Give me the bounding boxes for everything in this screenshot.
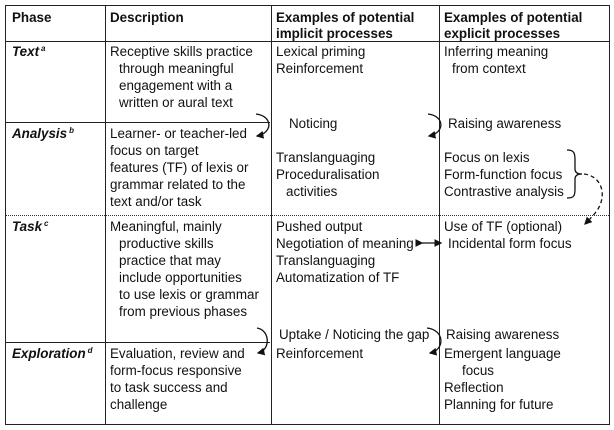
task-explicit-item: Incidental form focus <box>448 236 572 251</box>
task-description-line: include opportunities <box>119 270 242 285</box>
header-implicit-line2: implicit processes <box>276 26 393 41</box>
explicit-brace <box>567 150 582 198</box>
header-explicit-line1: Examples of potential <box>444 10 583 25</box>
task-implicit-item: Translanguaging <box>276 253 376 268</box>
header-implicit-line1: Examples of potential <box>276 10 415 25</box>
exploration-description-line: Evaluation, review and <box>110 346 245 361</box>
text-implicit-item: Lexical priming <box>276 44 366 59</box>
task-description-line: to use lexis or grammar <box>119 287 259 302</box>
phase-text-sup: a <box>41 44 46 53</box>
text-implicit-item: Reinforcement <box>276 61 364 76</box>
text-description-line: written or aural text <box>119 95 233 110</box>
phase-text-label: Text <box>12 44 40 59</box>
analysis-description-line: focus on target <box>110 143 199 158</box>
analysis-description-line: features (TF) of lexis or <box>110 160 249 175</box>
raising-awareness-2-curve-arrow <box>427 328 441 353</box>
analysis-description-line: grammar related to the <box>110 177 246 192</box>
transition-explicit-raising-awareness: Raising awareness <box>448 116 562 131</box>
analysis-explicit-item: Form-function focus <box>444 167 563 182</box>
phase-exploration-sup: d <box>87 346 93 355</box>
task-description-line: practice that may <box>119 253 221 268</box>
analysis-description-line: text and/or task <box>110 194 202 209</box>
transition-implicit-noticing: Noticing <box>289 116 338 131</box>
text-description-line: engagement with a <box>119 78 233 93</box>
task-description-line: productive skills <box>119 236 214 251</box>
task-implicit-item: Pushed output <box>276 219 363 234</box>
analysis-explicit-item: Contrastive analysis <box>444 184 564 199</box>
exploration-description-line: form-focus responsive <box>110 363 242 378</box>
exploration-explicit-item: Planning for future <box>444 397 554 412</box>
transition-explicit-raising-awareness: Raising awareness <box>446 327 560 342</box>
uptake-curve-arrow <box>257 328 267 353</box>
exploration-implicit-item: Reinforcement <box>276 346 364 361</box>
text-explicit-item: from context <box>452 61 526 76</box>
exploration-explicit-item: Reflection <box>444 380 504 395</box>
text-description-line: through meaningful <box>119 61 234 76</box>
phase-exploration-label: Exploration <box>12 346 86 361</box>
task-implicit-item: Automatization of TF <box>276 270 400 285</box>
phase-task-sup: c <box>44 219 49 228</box>
exploration-description-line: to task success and <box>110 380 228 395</box>
transition-implicit-uptake: Uptake / Noticing the gap <box>279 327 430 342</box>
dashed-curve-arrow <box>584 174 602 224</box>
raising-awareness-curve-arrow <box>428 114 441 136</box>
header-phase: Phase <box>12 10 52 25</box>
header-explicit-line2: explicit processes <box>444 26 561 41</box>
header-description: Description <box>110 10 184 25</box>
exploration-description-line: challenge <box>110 397 168 412</box>
phase-analysis-sup: b <box>69 126 74 135</box>
noticing-curve-arrow <box>256 114 269 136</box>
analysis-description-line: Learner- or teacher-led <box>110 126 247 141</box>
analysis-explicit-item: Focus on lexis <box>444 150 530 165</box>
text-description-line: Receptive skills practice <box>110 44 253 59</box>
phase-task-label: Task <box>12 219 43 234</box>
exploration-explicit-item: focus <box>462 363 495 378</box>
analysis-implicit-item: activities <box>286 184 338 199</box>
analysis-implicit-item: Proceduralisation <box>276 167 380 182</box>
task-description-line: from previous phases <box>119 304 248 319</box>
phase-analysis-label: Analysis <box>12 126 68 141</box>
task-description-line: Meaningful, mainly <box>110 219 222 234</box>
task-explicit-item: Use of TF (optional) <box>444 219 563 234</box>
task-implicit-item: Negotiation of meaning <box>276 236 414 251</box>
analysis-implicit-item: Translanguaging <box>276 150 376 165</box>
text-explicit-item: Inferring meaning <box>444 44 549 59</box>
exploration-explicit-item: Emergent language <box>444 346 561 361</box>
